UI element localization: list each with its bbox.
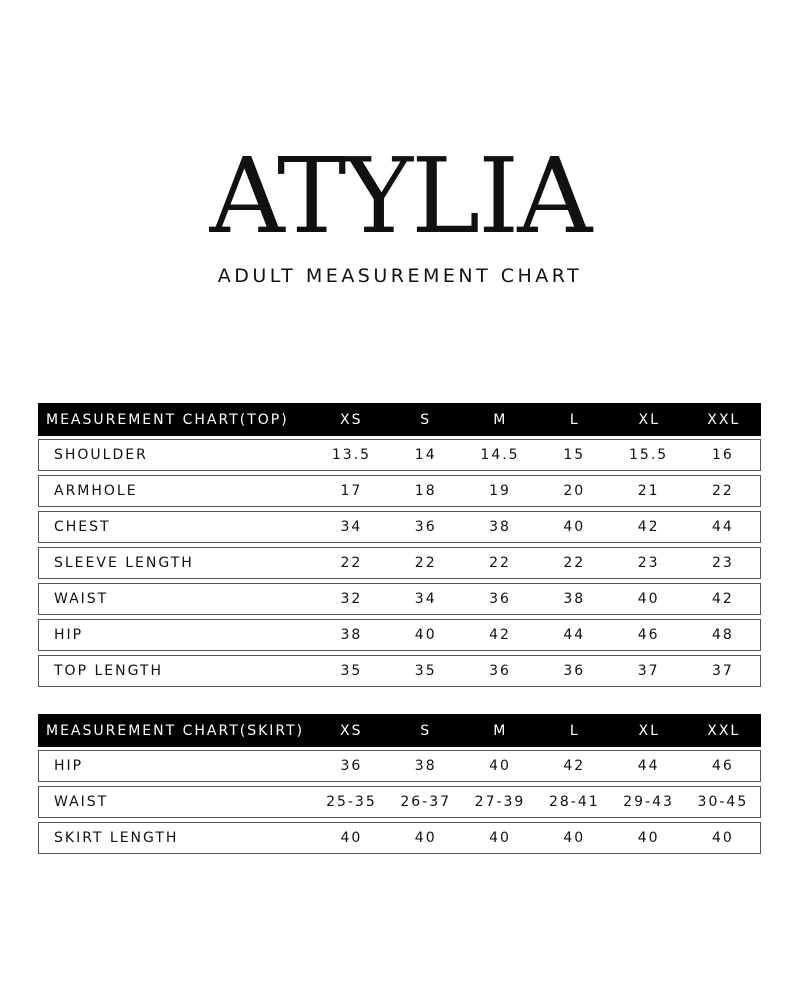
table-cell: 38 [563,591,586,607]
size-header-xs: XS [340,411,363,428]
table-cell: 25-35 [326,794,377,810]
table-cell: 42 [711,591,734,607]
top-measurement-table [38,403,761,691]
page-subtitle: ADULT MEASUREMENT CHART [217,265,583,287]
table-cell: 40 [637,591,660,607]
table-cell: 28-41 [548,794,600,810]
table-row-armhole [38,475,761,507]
row-label: HIP [54,627,84,643]
row-label: CHEST [54,519,111,535]
table-cell: 13.5 [331,447,371,463]
size-header-xl: XL [638,722,660,739]
table-cell: 40 [637,830,660,846]
table-cell: 18 [414,483,437,499]
table-cell: 22 [414,555,437,571]
table-cell: 37 [711,663,734,679]
table-cell: 36 [340,758,363,774]
skirt-measurement-table [38,714,761,858]
table-cell: 42 [637,519,660,535]
table-cell: 40 [414,830,437,846]
row-label: TOP LENGTH [54,663,164,679]
table-row-shoulder [38,439,761,471]
table-row-chest [38,511,761,543]
table-cell: 40 [414,627,437,643]
table-cell: 40 [489,830,511,846]
table-row-skirt-length [38,822,761,854]
table-cell: 46 [637,627,660,643]
table-cell: 16 [711,447,734,463]
table-cell: 19 [489,483,511,499]
table-cell: 36 [489,591,511,607]
table-cell: 36 [414,519,437,535]
table-cell: 40 [711,830,734,846]
brand-logo: ATYLIA [209,135,591,257]
size-header-xl: XL [638,411,660,428]
table-cell: 44 [637,758,660,774]
skirt-table-header [38,714,761,747]
table-cell: 40 [489,758,511,774]
size-header-s: S [420,411,432,428]
table-cell: 40 [563,519,586,535]
table-cell: 34 [414,591,437,607]
table-cell: 34 [340,519,363,535]
row-label: HIP [54,758,84,774]
table-cell: 40 [563,830,586,846]
table-row-waist [38,786,761,818]
table-cell: 44 [711,519,734,535]
table-row-hip [38,750,761,782]
table-cell: 35 [414,663,437,679]
table-cell: 14 [414,447,437,463]
size-header-l: L [569,411,580,428]
skirt-table-title: MEASUREMENT CHART(SKIRT) [46,722,305,739]
table-cell: 35 [340,663,363,679]
table-cell: 21 [637,483,660,499]
size-header-xxl: XXL [707,722,741,739]
table-cell: 38 [340,627,363,643]
table-cell: 44 [563,627,586,643]
row-label: SHOULDER [54,447,148,463]
row-label: WAIST [54,591,109,607]
size-header-s: S [420,722,432,739]
table-cell: 30-45 [697,794,749,810]
size-header-xs: XS [340,722,363,739]
table-cell: 22 [340,555,363,571]
table-row-top-length [38,655,761,687]
table-cell: 22 [563,555,586,571]
table-cell: 42 [563,758,586,774]
table-cell: 38 [414,758,437,774]
table-cell: 48 [711,627,734,643]
table-cell: 26-37 [400,794,452,810]
table-cell: 42 [489,627,511,643]
table-row-hip [38,619,761,651]
size-header-m: M [493,722,508,739]
top-table-title: MEASUREMENT CHART(TOP) [46,411,289,428]
table-cell: 32 [340,591,363,607]
table-cell: 15.5 [629,447,669,463]
table-cell: 23 [711,555,734,571]
table-cell: 15 [563,447,586,463]
table-cell: 29-43 [623,794,674,810]
table-row-sleeve-length [38,547,761,579]
size-header-xxl: XXL [707,411,741,428]
table-cell: 46 [711,758,734,774]
table-cell: 23 [637,555,660,571]
table-cell: 36 [489,663,511,679]
table-cell: 20 [563,483,586,499]
table-cell: 22 [489,555,511,571]
row-label: ARMHOLE [54,483,138,499]
table-row-waist [38,583,761,615]
size-header-m: M [493,411,508,428]
top-table-header [38,403,761,436]
row-label: SLEEVE LENGTH [54,555,194,571]
table-cell: 22 [711,483,734,499]
table-cell: 40 [340,830,363,846]
table-cell: 36 [563,663,586,679]
table-cell: 27-39 [474,794,526,810]
table-cell: 14.5 [480,447,520,463]
table-cell: 37 [637,663,660,679]
row-label: WAIST [54,794,109,810]
row-label: SKIRT LENGTH [54,830,179,846]
size-header-l: L [569,722,580,739]
table-cell: 38 [489,519,511,535]
table-cell: 17 [340,483,363,499]
